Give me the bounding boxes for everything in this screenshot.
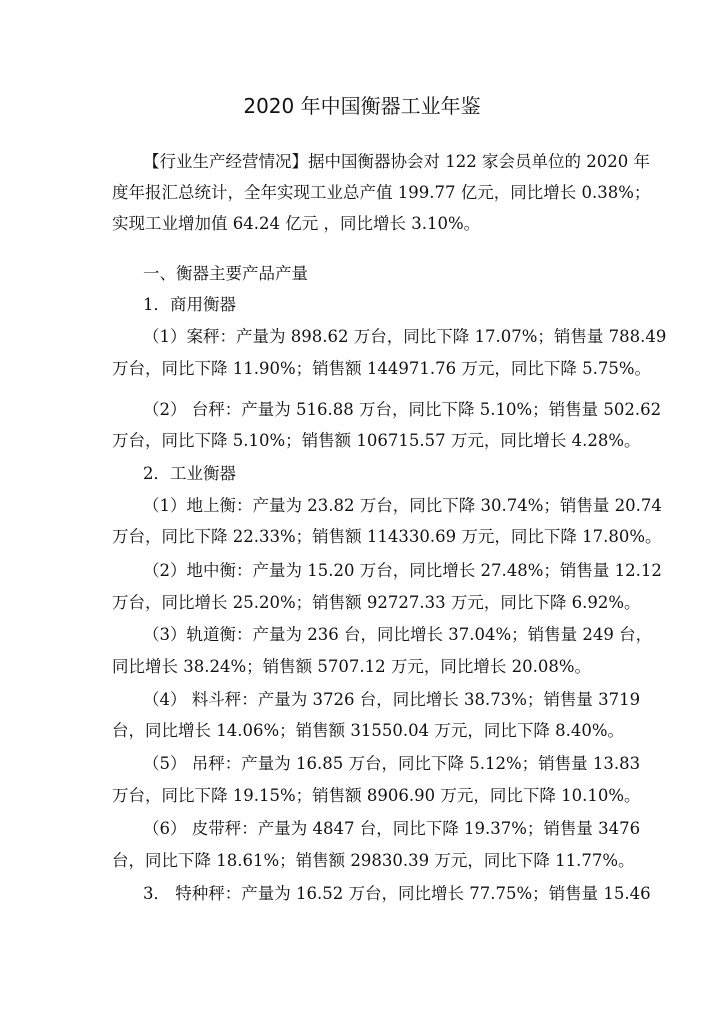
paragraph-line: 万台，同比下降 11.90%；销售额 144971.76 万元，同比下降 5.75%。 <box>112 359 652 378</box>
section-heading: 一、衡器主要产品产量 <box>143 264 308 283</box>
paragraph-line: （4） 料斗秤：产量为 3726 台，同比增长 38.73%；销售量 3719 <box>143 690 641 709</box>
paragraph-line: （2） 台秤：产量为 516.88 万台，同比下降 5.10%；销售量 502.62 <box>143 400 662 419</box>
paragraph-line: 度年报汇总统计，全年实现工业总产值 199.77 亿元，同比增长 0.38%； <box>112 183 651 202</box>
paragraph-line: 台，同比下降 18.61%；销售额 29830.39 万元，同比下降 11.77%。 <box>112 851 635 870</box>
paragraph-line: 万台，同比下降 19.15%；销售额 8906.90 万元，同比下降 10.10%。 <box>112 786 641 805</box>
subsection-heading: 2．工业衡器 <box>143 464 236 483</box>
paragraph-line: 万台，同比下降 5.10%；销售额 106715.57 万元，同比增长 4.28%。 <box>112 431 641 450</box>
document-title: 2020 年中国衡器工业年鉴 <box>243 94 481 118</box>
paragraph-line: （1）案秤：产量为 898.62 万台，同比下降 17.07%；销售量 788.49 <box>143 327 667 346</box>
paragraph-line: （6） 皮带秤：产量为 4847 台，同比下降 19.37%；销售量 3476 <box>143 819 641 838</box>
paragraph-line: （1）地上衡：产量为 23.82 万台，同比下降 30.74%；销售量 20.74 <box>143 496 662 515</box>
paragraph-line: （2）地中衡：产量为 15.20 万台，同比增长 27.48%；销售量 12.12 <box>143 561 662 580</box>
paragraph-line: 万台，同比下降 22.33%；销售额 114330.69 万元，同比下降 17.80%。 <box>112 527 662 546</box>
paragraph-line: （3）轨道衡：产量为 236 台，同比增长 37.04%；销售量 249 台， <box>143 625 653 644</box>
paragraph-line: 3． 特种秤：产量为 16.52 万台，同比增长 77.75%；销售量 15.46 <box>143 884 651 903</box>
paragraph-line: 实现工业增加值 64.24 亿元 ，同比增长 3.10%。 <box>112 214 481 233</box>
subsection-heading: 1．商用衡器 <box>143 295 236 314</box>
paragraph-line: 台，同比增长 14.06%；销售额 31550.04 万元，同比下降 8.40%。 <box>112 721 625 740</box>
paragraph-line: 同比增长 38.24%；销售额 5707.12 万元，同比增长 20.08%。 <box>112 657 592 676</box>
paragraph-line: （5） 吊秤：产量为 16.85 万台，同比下降 5.12%；销售量 13.83 <box>143 754 641 773</box>
paragraph-line: 万台，同比增长 25.20%；销售额 92727.33 万元，同比下降 6.92%。 <box>112 593 641 612</box>
paragraph-line: 【行业生产经营情况】据中国衡器协会对 122 家会员单位的 2020 年 <box>143 152 650 171</box>
